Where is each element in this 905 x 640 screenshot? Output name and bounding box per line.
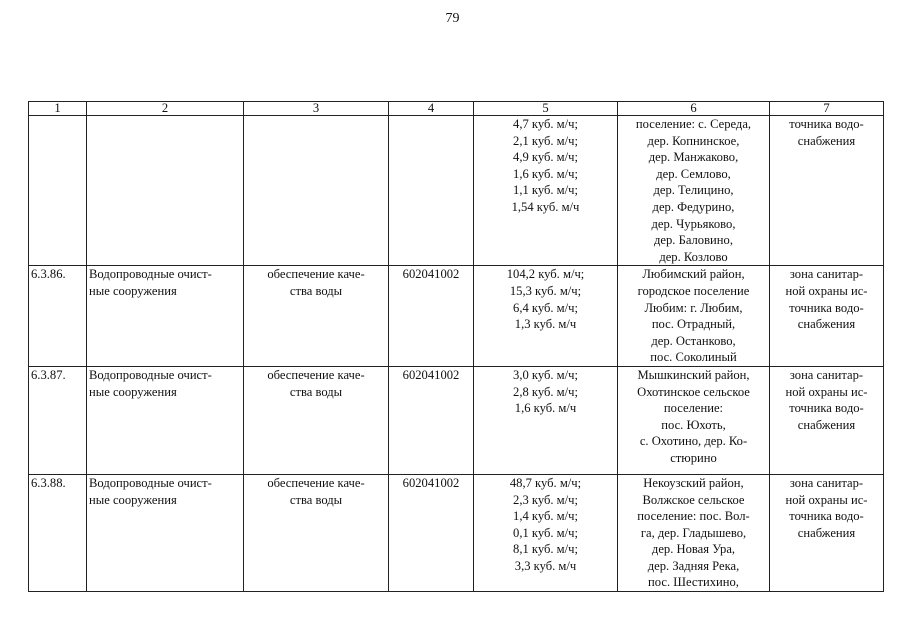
object-name [87, 116, 244, 266]
location-line: дер. Козлово [659, 249, 728, 264]
purpose-line: обеспечение каче- [267, 367, 365, 382]
zone-line: ной охраны ис- [785, 283, 868, 298]
name-line: ные сооружения [89, 283, 177, 298]
capacity-line: 3,0 куб. м/ч; [513, 367, 578, 382]
header-cell: 1 [29, 102, 87, 116]
object-name [87, 366, 244, 474]
header-cell: 4 [389, 102, 474, 116]
purpose-line: ства воды [289, 283, 343, 298]
zone-line: точника водо- [789, 401, 864, 416]
location-line: поселение: [663, 401, 724, 416]
table-row [29, 266, 884, 367]
capacity-line: 15,3 куб. м/ч; [509, 283, 582, 298]
object-code: 602041002 [389, 474, 474, 591]
zone-line: зона санитар- [789, 475, 864, 490]
table-row [29, 474, 884, 591]
location-line: пос. Отрадный, [651, 317, 736, 332]
object-name [87, 474, 244, 591]
header-cell: 6 [618, 102, 770, 116]
name-line: ные сооружения [89, 384, 177, 399]
location-line: городское поселение [637, 283, 750, 298]
location-line: поселение: с. Середа, [635, 117, 752, 131]
object-capacity [474, 266, 618, 367]
zone-line: снабжения [797, 133, 856, 148]
capacity-line: 4,7 куб. м/ч; [513, 117, 578, 131]
zone-line: снабжения [797, 417, 856, 432]
object-location [618, 266, 770, 367]
row-number: 6.3.86. [29, 266, 87, 367]
object-zone [770, 474, 884, 591]
location-line: Мышкинский район, [637, 367, 750, 382]
object-zone [770, 266, 884, 367]
row-number [29, 116, 87, 266]
capacity-line: 3,3 куб. м/ч [514, 558, 577, 573]
header-cell: 2 [87, 102, 244, 116]
location-line: Волжское сельское [642, 492, 745, 507]
capacity-line: 2,3 куб. м/ч; [513, 492, 578, 507]
row-number: 6.3.87. [29, 366, 87, 474]
object-zone [770, 116, 884, 266]
header-cell: 7 [770, 102, 884, 116]
capacity-line: 1,3 куб. м/ч [514, 317, 577, 332]
name-line: Водопроводные очист- [89, 267, 212, 282]
row-number: 6.3.88. [29, 474, 87, 591]
capacity-line: 1,54 куб. м/ч [511, 199, 580, 214]
zone-line: зона санитар- [789, 267, 864, 282]
zone-line: точника водо- [789, 509, 864, 524]
location-line: дер. Чурьяково, [651, 216, 736, 231]
location-line: поселение: пос. Вол- [637, 509, 750, 524]
capacity-line: 1,1 куб. м/ч; [513, 183, 578, 198]
object-purpose [244, 474, 389, 591]
capacity-line: 104,2 куб. м/ч; [506, 267, 585, 282]
location-line: дер. Баловино, [654, 233, 733, 248]
location-line: Некоузский район, [643, 475, 744, 490]
object-code [389, 116, 474, 266]
name-line: Водопроводные очист- [89, 475, 212, 490]
capacity-line: 4,9 куб. м/ч; [513, 150, 578, 165]
name-line: Водопроводные очист- [89, 367, 212, 382]
object-location [618, 366, 770, 474]
object-location [618, 116, 770, 266]
object-purpose [244, 116, 389, 266]
location-line: дер. Манжаково, [648, 150, 739, 165]
zone-line: точника водо- [789, 117, 864, 131]
capacity-line: 1,6 куб. м/ч [514, 401, 577, 416]
location-line: пос. Юхоть, [661, 417, 726, 432]
location-line: га, дер. Гладышево, [640, 525, 747, 540]
location-line: Любим: г. Любим, [644, 300, 743, 315]
header-cell: 3 [244, 102, 389, 116]
object-zone [770, 366, 884, 474]
header-row [29, 102, 884, 116]
name-line: ные сооружения [89, 492, 177, 507]
purpose-line: обеспечение каче- [267, 267, 365, 282]
object-code: 602041002 [389, 366, 474, 474]
object-name [87, 266, 244, 367]
location-line: пос. Шестихино, [648, 575, 739, 590]
location-line: Любимский район, [642, 267, 745, 282]
zone-line: снабжения [797, 525, 856, 540]
location-line: пос. Соколиный [650, 350, 737, 365]
table-row [29, 366, 884, 474]
zone-line: ной охраны ис- [785, 384, 868, 399]
capacity-line: 48,7 куб. м/ч; [509, 475, 582, 490]
zone-line: точника водо- [789, 300, 864, 315]
page-number: 79 [445, 11, 460, 26]
location-line: дер. Федурино, [652, 199, 735, 214]
table-row [29, 116, 884, 266]
location-line: дер. Новая Ура, [651, 542, 736, 557]
location-line: стюрино [670, 450, 717, 465]
capacity-line: 2,1 куб. м/ч; [513, 133, 578, 148]
location-line: дер. Семлово, [656, 166, 731, 181]
location-line: дер. Копнинское, [647, 133, 740, 148]
object-location [618, 474, 770, 591]
capacity-line: 2,8 куб. м/ч; [513, 384, 578, 399]
location-line: дер. Телицино, [653, 183, 734, 198]
object-capacity [474, 474, 618, 591]
document-table [28, 101, 884, 592]
object-purpose [244, 366, 389, 474]
purpose-line: обеспечение каче- [267, 475, 365, 490]
object-capacity [474, 116, 618, 266]
location-line: Охотинское сельское [637, 384, 750, 399]
zone-line: снабжения [797, 317, 856, 332]
capacity-line: 1,4 куб. м/ч; [513, 509, 578, 524]
header-cell: 5 [474, 102, 618, 116]
zone-line: ной охраны ис- [785, 492, 868, 507]
object-purpose [244, 266, 389, 367]
capacity-line: 0,1 куб. м/ч; [513, 525, 578, 540]
location-line: с. Охотино, дер. Ко- [639, 434, 748, 449]
object-capacity [474, 366, 618, 474]
location-line: дер. Задняя Река, [647, 558, 740, 573]
purpose-line: ства воды [289, 492, 343, 507]
capacity-line: 1,6 куб. м/ч; [513, 166, 578, 181]
purpose-line: ства воды [289, 384, 343, 399]
zone-line: зона санитар- [789, 367, 864, 382]
capacity-line: 8,1 куб. м/ч; [513, 542, 578, 557]
object-code: 602041002 [389, 266, 474, 367]
location-line: дер. Останково, [651, 333, 736, 348]
capacity-line: 6,4 куб. м/ч; [513, 300, 578, 315]
